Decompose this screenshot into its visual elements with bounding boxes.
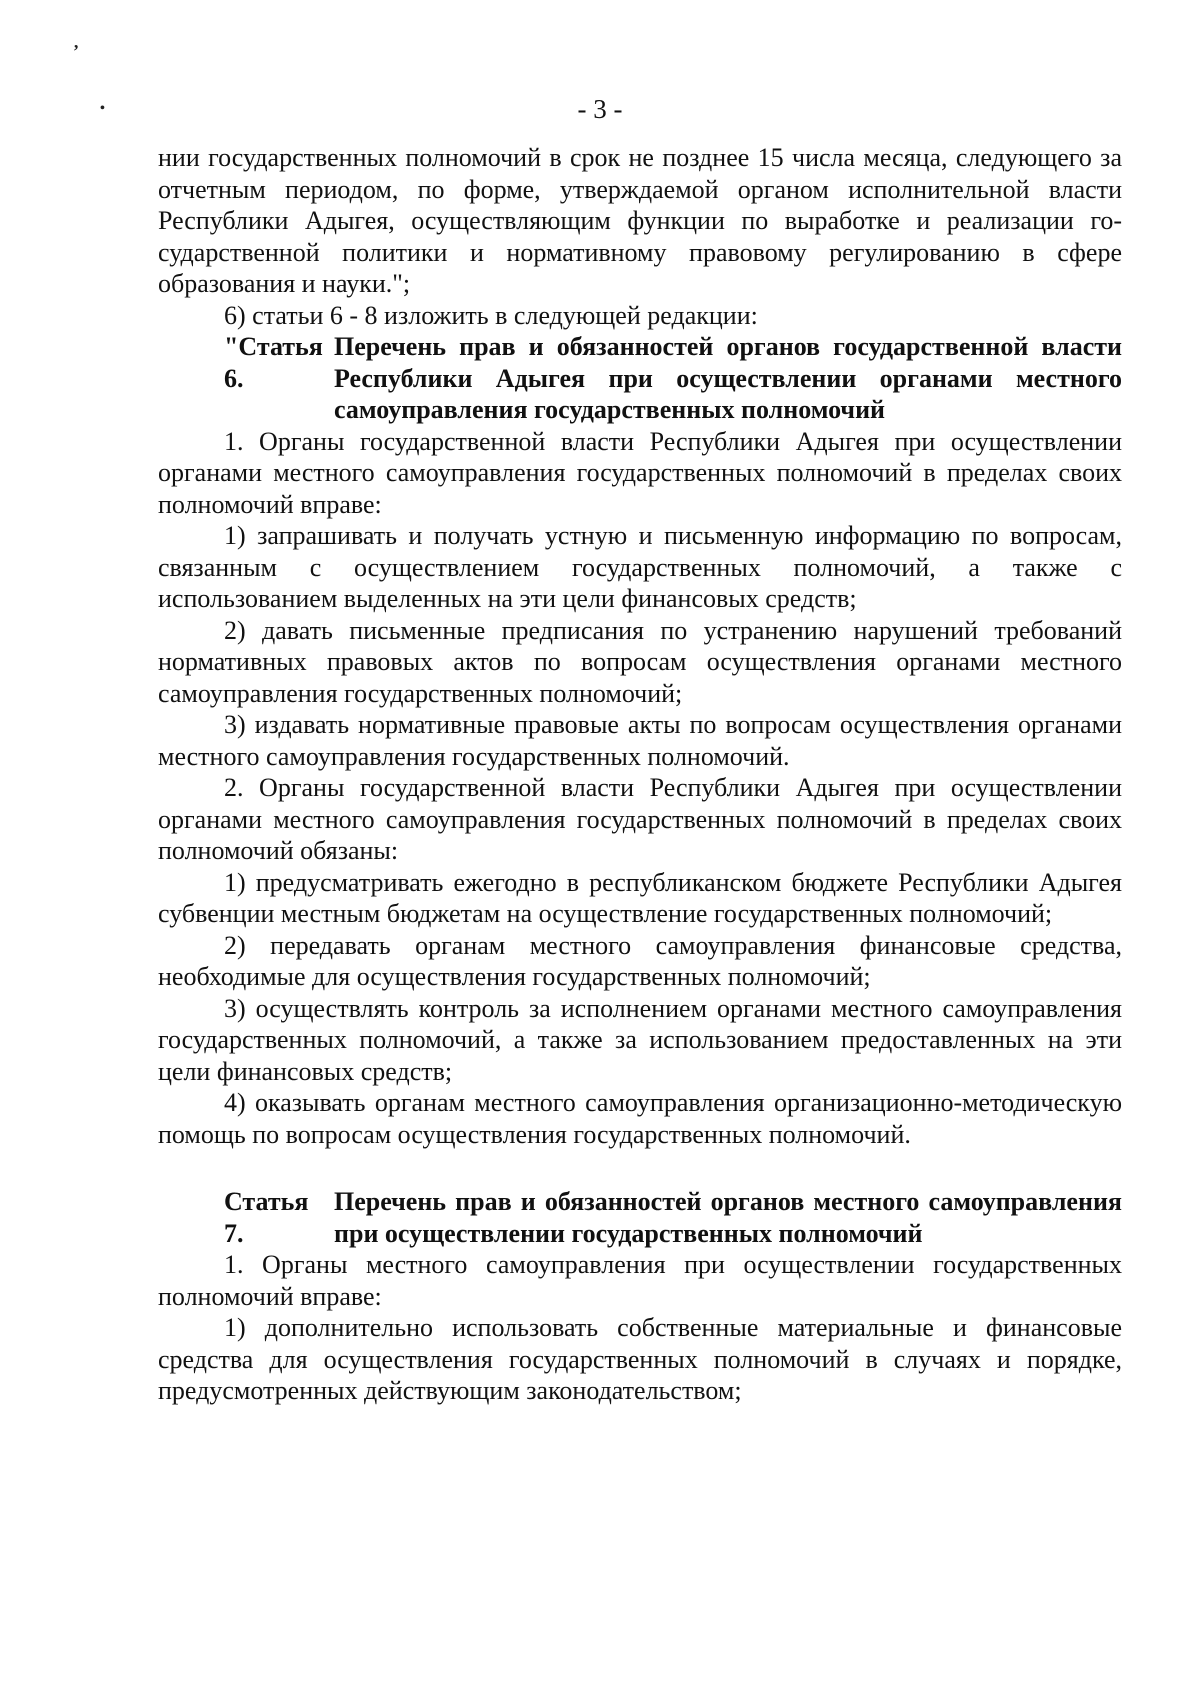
paragraph: 1) предусматривать ежегодно в республиканском бюджете Республики Адыгея субвенции местным бюджетам на осуществление государственных полномочий;: [158, 867, 1122, 928]
article-title: Перечень прав и обязанностей органов местного самоуправления при осуществлении государственных полномочий: [334, 1187, 1122, 1248]
paragraph: 1. Органы местного самоуправления при осуществлении государственных полномочий вправе:: [158, 1250, 1122, 1311]
paragraph: 1) дополнительно использовать собственные материальные и финансовые средства для осуществления государственных полномочий в случаях и порядке, предусмотренных действующим законодательством;: [158, 1313, 1122, 1405]
paragraph: нии государственных полномочий в срок не позднее 15 числа месяца, следующего за отчетным периодом, по форме, утверждаемой органом исполнительной власти Республики Адыгея, осуществляющим функции по выработке и реализации го-сударственной политики и нормативному правовому регулированию в сфере образования и науки.";: [158, 143, 1122, 298]
paragraph: 2) передавать органам местного самоуправления финансовые средства, необходимые для осуществления государственных полномочий;: [158, 930, 1122, 991]
scan-mark-top: ’: [73, 41, 79, 61]
paragraph: 6) статьи 6 - 8 изложить в следующей редакции:: [224, 300, 758, 330]
paragraph: 2) давать письменные предписания по устранению нарушений требований нормативных правовых актов по вопросам осуществления органами местного самоуправления государственных полномочий;: [158, 615, 1122, 708]
article-6-heading: [158, 331, 1122, 426]
paragraph: 1. Органы государственной власти Республики Адыгея при осуществлении органами местного самоуправления государственных полномочий в пределах своих полномочий вправе:: [158, 426, 1122, 519]
paragraph: 4) оказывать органам местного самоуправления организационно-методическую помощь по вопросам осуществления государственных полномочий.: [158, 1088, 1122, 1149]
document-body: [158, 142, 1122, 1407]
article-label: "Статья 6.: [224, 332, 323, 393]
article-label: Статья 7.: [224, 1187, 309, 1248]
paragraph: 1) запрашивать и получать устную и письменную информацию по вопросам, связанным с осуществлением государственных полномочий, а также с использованием выделенных на эти цели финансовых средств;: [158, 521, 1122, 613]
article-title: Перечень прав и обязанностей органов государственной власти Республики Адыгея при осуществлении органами местного самоуправления государственных полномочий: [334, 332, 1122, 424]
paragraph: 2. Органы государственной власти Республики Адыгея при осуществлении органами местного самоуправления государственных полномочий в пределах своих полномочий обязаны:: [158, 773, 1122, 865]
article-7-heading: [158, 1186, 1122, 1249]
page-number: - 3 -: [577, 94, 623, 124]
paragraph: 3) издавать нормативные правовые акты по вопросам осуществления органами местного самоуправления государственных полномочий.: [158, 710, 1122, 771]
scan-mark-left: •: [100, 101, 105, 116]
paragraph: 3) осуществлять контроль за исполнением органами местного самоуправления государственных полномочий, а также за использованием предоставленных на эти цели финансовых средств;: [158, 993, 1122, 1086]
section-gap: [158, 1150, 1122, 1186]
